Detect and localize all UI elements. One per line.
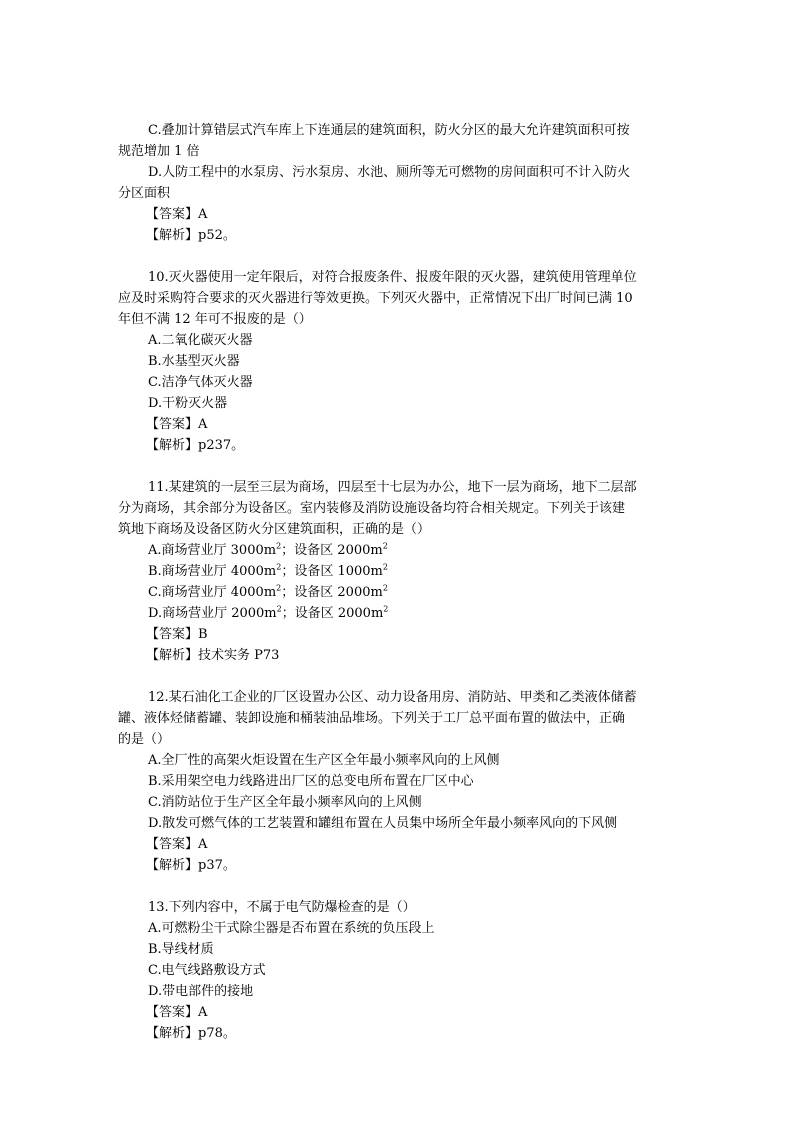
q13-option-c: C.电气线路敷设方式	[148, 963, 266, 978]
q12-option-a: A.全厂性的高架火炬设置在生产区全年最小频率风向的上风侧	[148, 753, 500, 768]
q10-stem-line3: 年但不满 12 年可不报废的是（）	[118, 312, 312, 327]
q10-analysis: 【解析】p237。	[146, 438, 245, 453]
q12-option-b: B.采用架空电力线路进出厂区的总变电所布置在厂区中心	[148, 774, 474, 789]
q11-stem-line3: 筑地下商场及设备区防火分区建筑面积，正确的是（）	[118, 522, 431, 537]
q13-option-d: D.带电部件的接地	[148, 984, 254, 999]
q13-analysis: 【解析】p78。	[146, 1026, 236, 1041]
q9-option-c-line1: C.叠加计算错层式汽车库上下连通层的建筑面积，防火分区的最大允许建筑面积可按	[148, 123, 630, 138]
q13-answer: 【答案】A	[146, 1005, 208, 1020]
q11-answer: 【答案】B	[146, 627, 208, 642]
q10-option-c: C.洁净气体灭火器	[148, 375, 253, 390]
q9-option-d-line2: 分区面积	[118, 186, 171, 201]
q9-answer: 【答案】A	[146, 207, 208, 222]
q10-stem-line1: 10.灭火器使用一定年限后，对符合报废条件、报废年限的灭火器，建筑使用管理单位	[148, 270, 637, 285]
q11-option-b: B.商场营业厅 $4000m^2$；设备区 $1000m^2$	[148, 562, 388, 579]
q11-stem-line1: 11.某建筑的一层至三层为商场，四层至十七层为办公，地下一层为商场，地下二层部	[148, 480, 637, 495]
q11-analysis: 【解析】技术实务 P73	[146, 648, 280, 663]
q11-option-c: C.商场营业厅 $4000m^2$；设备区 $2000m^2$	[148, 583, 388, 600]
q10-stem-line2: 应及时采购符合要求的灭火器进行等效更换。下列灭火器中，正常情况下出厂时间已满 10	[118, 291, 633, 306]
q12-answer: 【答案】A	[146, 837, 208, 852]
q12-stem-line2: 罐、液体烃储蓄罐、装卸设施和桶装油品堆场。下列关于工厂总平面布置的做法中，正确	[118, 711, 626, 726]
q12-option-d: D.散发可燃气体的工艺装置和罐组布置在人员集中场所全年最小频率风向的下风侧	[148, 816, 618, 831]
q12-stem-line1: 12.某石油化工企业的厂区设置办公区、动力设备用房、消防站、甲类和乙类液体储蓄	[148, 690, 637, 705]
q9-option-c-line2: 规范增加 1 倍	[118, 144, 200, 159]
q12-stem-line3: 的是（）	[118, 732, 171, 747]
q10-option-a: A.二氧化碳灭火器	[148, 333, 253, 348]
q12-analysis: 【解析】p37。	[146, 858, 236, 873]
q11-option-d: D.商场营业厅 $2000m^2$；设备区 $2000m^2$	[148, 604, 389, 621]
q9-analysis: 【解析】p52。	[146, 228, 236, 243]
q13-option-b: B.导线材质	[148, 942, 214, 957]
q12-option-c: C.消防站位于生产区全年最小频率风向的上风侧	[148, 795, 422, 810]
q11-option-a: A.商场营业厅 $3000m^2$；设备区 $2000m^2$	[148, 541, 388, 558]
q10-answer: 【答案】A	[146, 417, 208, 432]
q10-option-b: B.水基型灭火器	[148, 354, 240, 369]
q11-stem-line2: 分为商场，其余部分为设备区。室内装修及消防设施设备均符合相关规定。下列关于该建	[118, 501, 626, 516]
q13-option-a: A.可燃粉尘干式除尘器是否布置在系统的负压段上	[148, 921, 435, 936]
q10-option-d: D.干粉灭火器	[148, 396, 228, 411]
q13-stem-line1: 13.下列内容中，不属于电气防爆检查的是（）	[148, 900, 416, 915]
q9-option-d-line1: D.人防工程中的水泵房、污水泵房、水池、厕所等无可燃物的房间面积可不计入防火	[148, 165, 631, 180]
